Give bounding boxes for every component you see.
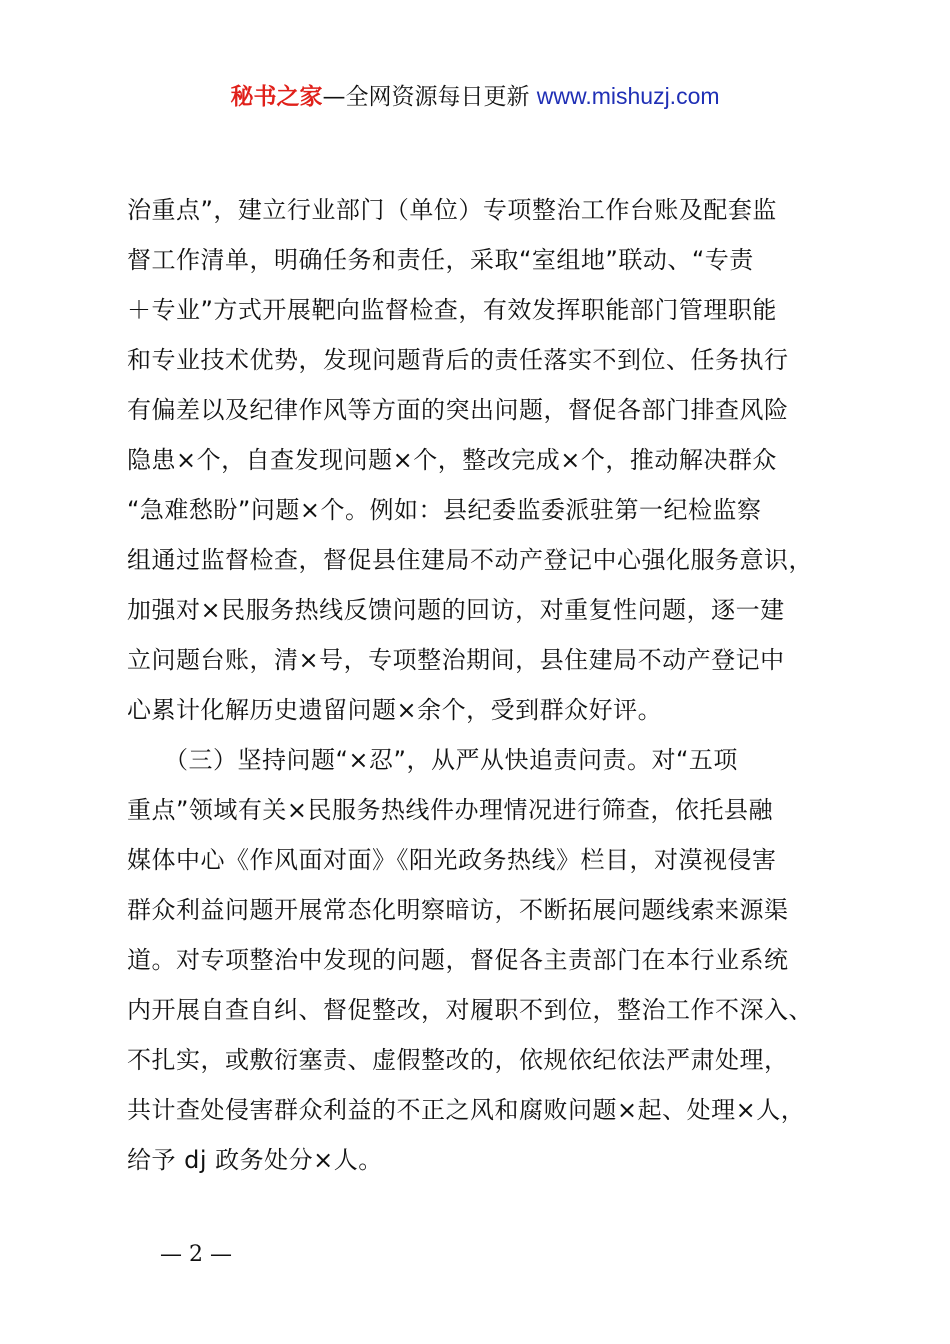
text-line: “急难愁盼”问题×个。例如：县纪委监委派驻第一纪检监察 [127, 496, 762, 524]
text-line: 隐患×个，自查发现问题×个，整改完成×个，推动解决群众 [127, 446, 777, 474]
text-line: ＋专业”方式开展靶向监督检查，有效发挥职能部门管理职能 [127, 296, 777, 324]
header-tagline: —全网资源每日更新 [322, 84, 537, 110]
site-header [0, 78, 950, 115]
page-number: — 2 — [160, 1242, 232, 1267]
text-line: 心累计化解历史遗留问题×余个，受到群众好评。 [127, 696, 663, 724]
brand-name: 秘书之家 [230, 84, 323, 110]
text-line: 媒体中心《作风面对面》《阳光政务热线》栏目，对漠视侵害 [127, 846, 777, 874]
text-line: 治重点”，建立行业部门（单位）专项整治工作台账及配套监 [127, 196, 777, 224]
text-line: 重点”领域有关×民服务热线件办理情况进行筛查，依托县融 [127, 796, 774, 824]
site-url: www.mishuzj.com [536, 83, 720, 109]
text-line: 群众利益问题开展常态化明察暗访，不断拓展问题线索来源渠 [127, 896, 789, 924]
text-line: 组通过监督检查，督促县住建局不动产登记中心强化服务意识， [127, 546, 813, 574]
document-body [127, 185, 867, 1185]
text-line: 共计查处侵害群众利益的不正之风和腐败问题×起、处理×人， [127, 1096, 806, 1124]
text-line: 给予 dj 政务处分×人。 [127, 1146, 383, 1174]
text-line: 和专业技术优势，发现问题背后的责任落实不到位、任务执行 [127, 346, 789, 374]
section-heading-line: （三）坚持问题“×忍”，从严从快追责问责。对“五项 [127, 746, 738, 774]
text-line: 加强对×民服务热线反馈问题的回访，对重复性问题，逐一建 [127, 596, 785, 624]
text-line: 有偏差以及纪律作风等方面的突出问题，督促各部门排查风险 [127, 396, 789, 424]
text-line: 督工作清单，明确任务和责任，采取“室组地”联动、“专责 [127, 246, 754, 274]
text-line: 内开展自查自纠、督促整改，对履职不到位，整治工作不深入、 [127, 996, 813, 1024]
text-line: 立问题台账，清×号，专项整治期间，县住建局不动产登记中 [127, 646, 785, 674]
text-line: 道。对专项整治中发现的问题，督促各主责部门在本行业系统 [127, 946, 789, 974]
text-line: 不扎实，或敷衍塞责、虚假整改的，依规依纪依法严肃处理， [127, 1046, 789, 1074]
